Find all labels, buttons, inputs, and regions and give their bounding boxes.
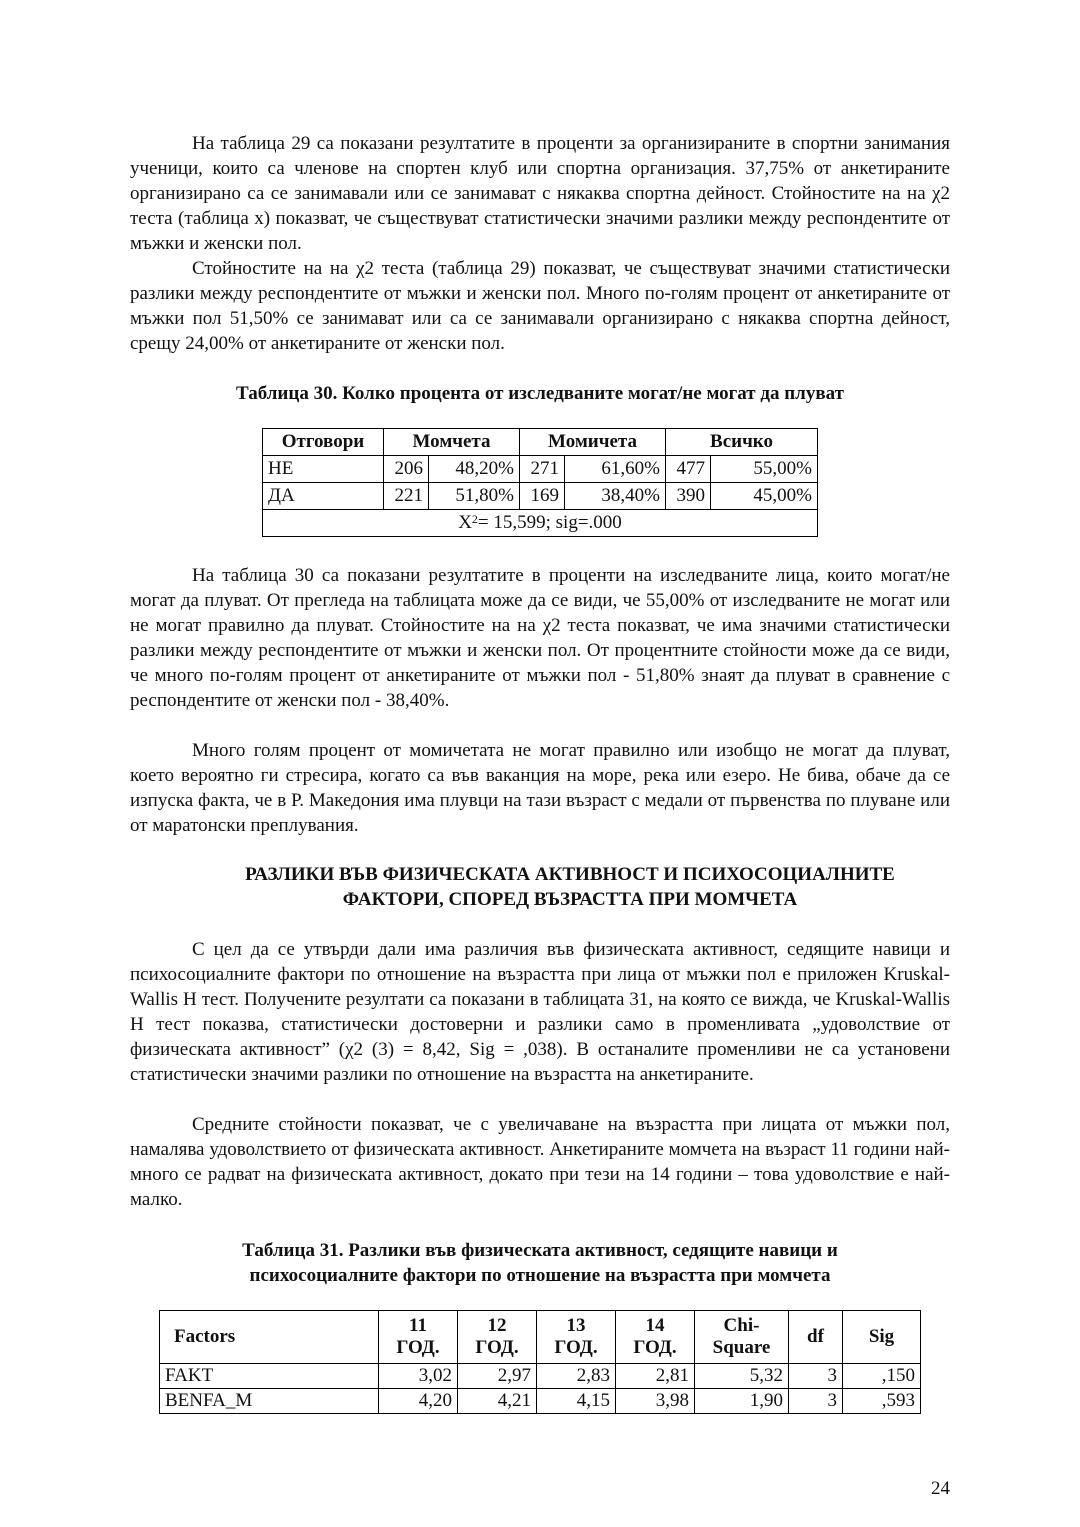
- table-cell: BENFA_M: [160, 1389, 379, 1414]
- header-text: Factors: [174, 1326, 236, 1347]
- table-cell: 271: [520, 456, 565, 483]
- chi-square-footer: [263, 510, 818, 537]
- table-cell: 5,32: [695, 1364, 789, 1389]
- section-heading-line2: ФАКТОРИ, СПОРЕД ВЪЗРАСТТА ПРИ МОМЧЕТА: [342, 889, 798, 910]
- header-df: [789, 1311, 843, 1364]
- table-cell: 4,21: [458, 1389, 537, 1414]
- table-cell: 48,20%: [429, 456, 520, 483]
- header-text: ГОД.: [396, 1337, 440, 1358]
- table30: [262, 428, 818, 537]
- table-cell: 2,97: [458, 1364, 537, 1389]
- header-text: ГОД.: [633, 1337, 677, 1358]
- table-cell: ,150: [843, 1364, 921, 1389]
- table-cell: 1,90: [695, 1389, 789, 1414]
- header-age-11: [379, 1311, 458, 1364]
- header-text: Chi-: [723, 1315, 760, 1336]
- header-boys: Момчета: [384, 429, 520, 456]
- table31-caption-line2: психосоциалните фактори по отношение на възрастта при момчета: [249, 1265, 831, 1286]
- table-cell: 3: [789, 1389, 843, 1414]
- header-total: Всичко: [666, 429, 818, 456]
- table-cell: 61,60%: [565, 456, 666, 483]
- table-cell: FAKT: [160, 1364, 379, 1389]
- table-cell: 169: [520, 483, 565, 510]
- table-header-row: [263, 429, 818, 456]
- table-row: [263, 483, 818, 510]
- chi-square-symbol: X: [458, 512, 472, 533]
- chi-square-superscript: 2: [471, 512, 478, 526]
- header-text: ГОД.: [554, 1337, 598, 1358]
- table-cell: 3,02: [379, 1364, 458, 1389]
- table-cell: 45,00%: [711, 483, 818, 510]
- table31-caption-line1: Таблица 31. Разлики във физическата активност, седящите навици и: [242, 1240, 838, 1261]
- chi-square-value: = 15,599; sig=.000: [477, 512, 622, 533]
- table-cell: 221: [384, 483, 429, 510]
- table-cell: 3: [789, 1364, 843, 1389]
- table-cell: 4,20: [379, 1389, 458, 1414]
- header-text: 11: [409, 1315, 427, 1336]
- table-cell: 206: [384, 456, 429, 483]
- table-cell: 55,00%: [711, 456, 818, 483]
- table-footer-row: [263, 510, 818, 537]
- table-cell: 51,80%: [429, 483, 520, 510]
- table-cell: 4,15: [537, 1389, 616, 1414]
- paragraph-table29-results: На таблица 29 са показани резултатите в проценти за организираните в спортни занимания ученици, които са членове на спортен клуб или спортна организация. 37,75% от анкетираните организирано са се занимавали или се занимават с някаква спортна дейност. Стойностите на на χ2 теста (таблица х) показват, че съществуват статистически значими разлики между респондентите от мъжки и женски пол.: [130, 133, 950, 254]
- table-cell: ,593: [843, 1389, 921, 1414]
- table-cell: 390: [666, 483, 711, 510]
- table30-caption: Таблица 30. Колко процента от изследваните могат/не могат да плуват: [236, 383, 844, 404]
- header-text: Square: [712, 1337, 771, 1358]
- table-header-row: [160, 1311, 921, 1364]
- table-cell: 2,83: [537, 1364, 616, 1389]
- paragraph-girls-swimming: Много голям процент от момичетата не могат правилно или изобщо не могат да плуват, което вероятно ги стресира, когато са във ваканция на море, река или езеро. Не бива, обаче да се изпуска факта, че в Р. Македония има плувци на тази възраст с медали от първенства по плуване или от маратонски преплувания.: [130, 740, 950, 836]
- table-cell: 477: [666, 456, 711, 483]
- paragraph-kruskal-wallis: С цел да се утвърди дали има различия във физическата активност, седящите навици и психосоциалните фактори по отношение на възрастта при лица от мъжки пол е приложен Kruskal-Wallis H тест. Получените резултати са показани в таблицата 31, на която се вижда, че Kruskal-Wallis H тест показва, статистически достоверни и разлики само в променливата „удоволствие от физическата активност” (χ2 (3) = 8,42, Sig = ,038). В останалите променливи не са установени статистически значими разлики по отношение на възрастта на анкетираните.: [130, 939, 950, 1085]
- section-heading: [190, 862, 950, 912]
- paragraph-mean-values: Средните стойности показват, че с увеличаване на възрастта при лицата от мъжки пол, намалява удоволствието от физическата активност. Анкетираните момчета на възраст 11 години най-много се радват на физическата активност, докато при тези на 14 години – това удоволствие е най-малко.: [130, 1114, 950, 1210]
- table-cell: 38,40%: [565, 483, 666, 510]
- paragraph-table30-results: На таблица 30 са показани резултатите в проценти на изследваните лица, които могат/не могат да плуват. От прегледа на таблицата може да се види, че 55,00% от изследваните не могат или не могат правилно да плуват. Стойностите на на χ2 теста показват, че има значими статистически разлики между респондентите от мъжки и женски пол. От процентните стойности може да се види, че много по-голям процент от анкетираните от мъжки пол - 51,80% знаят да плуват в сравнение с респондентите от женски пол - 38,40%.: [130, 565, 950, 711]
- header-text: Sig: [868, 1326, 895, 1347]
- header-girls: Момичета: [520, 429, 666, 456]
- header-text: 13: [566, 1315, 586, 1336]
- header-text: df: [807, 1326, 824, 1347]
- table-row: [160, 1389, 921, 1414]
- header-sig: [843, 1311, 921, 1364]
- header-text: ГОД.: [475, 1337, 519, 1358]
- table-cell: 3,98: [616, 1389, 695, 1414]
- header-text: 12: [487, 1315, 507, 1336]
- table-cell: НЕ: [263, 456, 384, 483]
- header-factors: [160, 1311, 379, 1364]
- page-number: 24: [931, 1478, 950, 1499]
- table-cell: 2,81: [616, 1364, 695, 1389]
- paragraph-chi-square-table29: Стойностите на на χ2 теста (таблица 29) показват, че съществуват значими статистически разлики между респондентите от мъжки и женски пол. Много по-голям процент от анкетираните от мъжки пол 51,50% се занимават или са се занимавали организирано с някаква спортна дейност, срещу 24,00% от анкетираните от женски пол.: [130, 258, 950, 354]
- header-age-13: [537, 1311, 616, 1364]
- header-chi-square: [695, 1311, 789, 1364]
- header-age-12: [458, 1311, 537, 1364]
- table-cell: ДА: [263, 483, 384, 510]
- section-heading-line1: РАЗЛИКИ ВЪВ ФИЗИЧЕСКАТА АКТИВНОСТ И ПСИХОСОЦИАЛНИТЕ: [245, 864, 895, 885]
- header-answers: Отговори: [263, 429, 384, 456]
- table-row: [263, 456, 818, 483]
- table31-caption: [130, 1238, 950, 1288]
- header-text: 14: [645, 1315, 665, 1336]
- table31: [159, 1310, 921, 1414]
- table-row: [160, 1364, 921, 1389]
- header-age-14: [616, 1311, 695, 1364]
